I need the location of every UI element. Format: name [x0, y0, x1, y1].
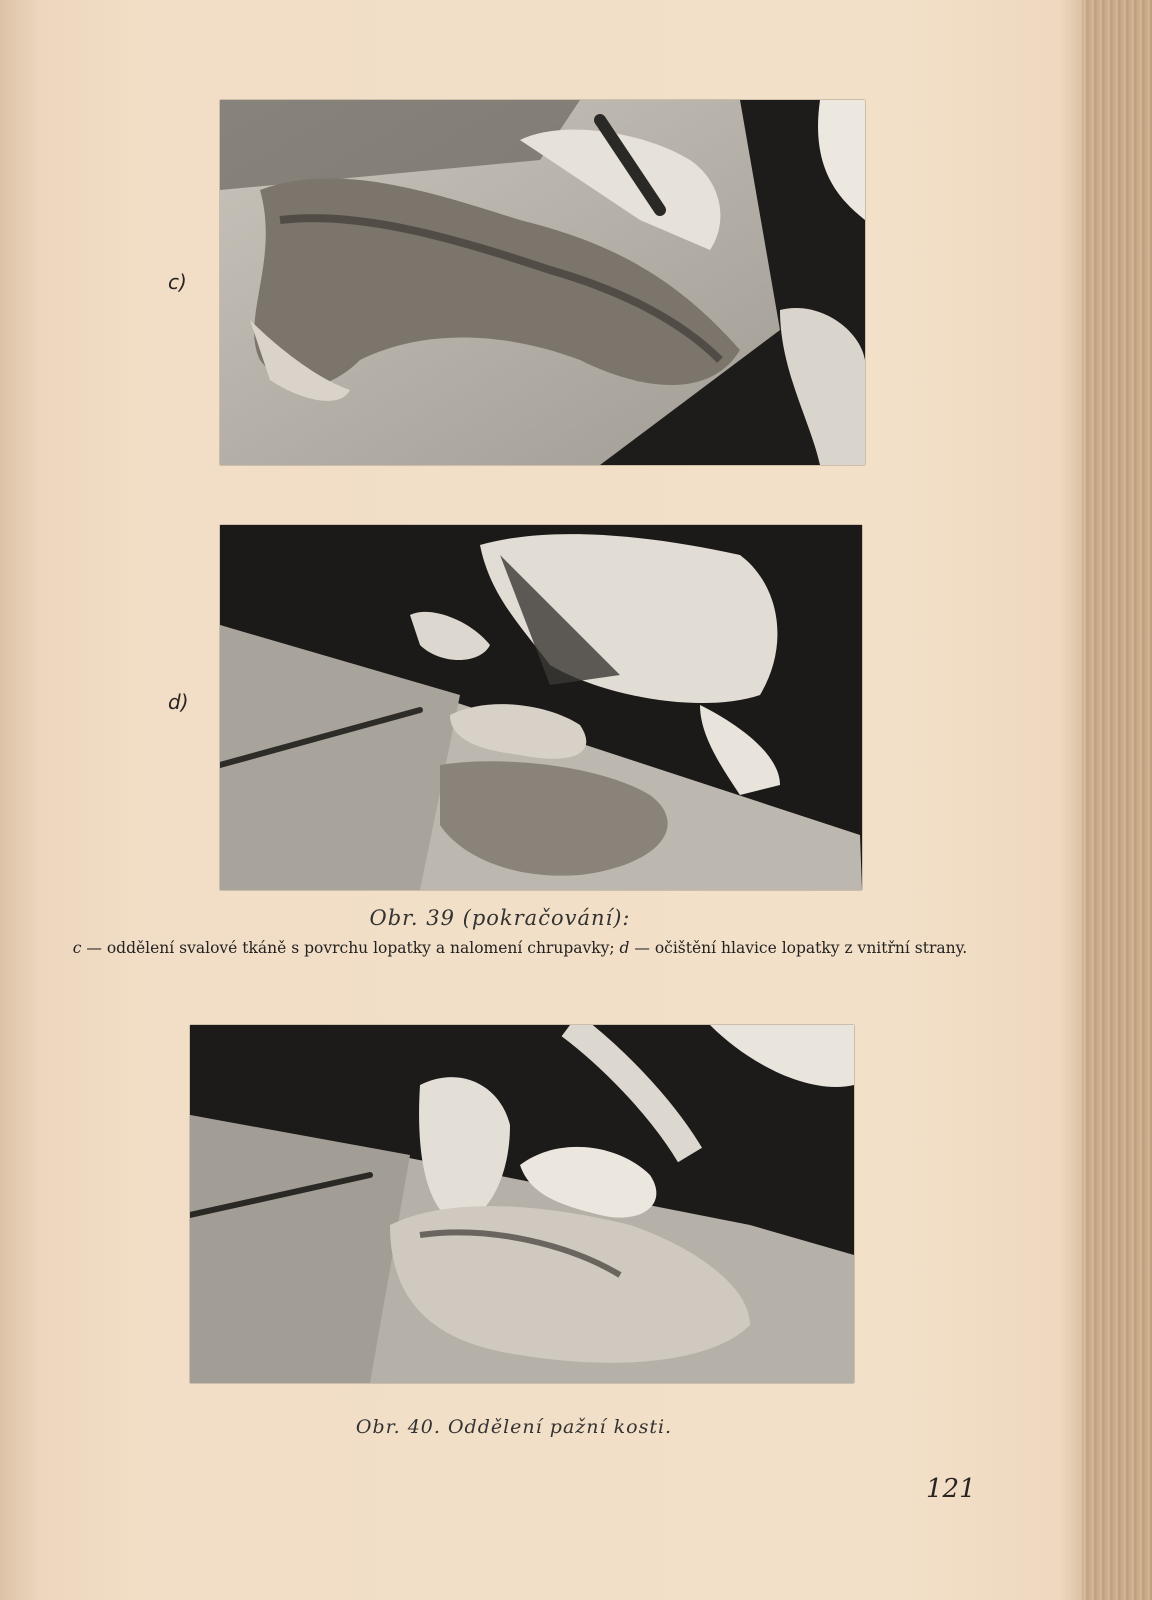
page-number: 121 — [926, 1474, 976, 1504]
caption-c-letter: c — [72, 939, 82, 957]
figure-d-label: d) — [168, 690, 189, 714]
figure-39-caption-text — [60, 939, 980, 958]
photo-c-scapula-muscle-separation — [220, 100, 865, 465]
photo-d-scapula-head-cleaning — [220, 525, 862, 890]
photo-40-humerus-separation — [190, 1025, 854, 1383]
figure-c-label: c) — [168, 270, 187, 294]
caption-d-description: — očištění hlavice lopatky z vnitřní strany. — [629, 939, 968, 957]
caption-c-description: — oddělení svalové tkáně s povrchu lopatky a nalomení chrupavky; — [81, 939, 620, 957]
caption-d-letter: d — [619, 939, 630, 957]
figure-39-caption-title: Obr. 39 (pokračování): — [369, 906, 631, 930]
figure-40-caption: Obr. 40. Oddělení pažní kosti. — [355, 1416, 673, 1438]
page-edge-stack — [1082, 0, 1152, 1600]
